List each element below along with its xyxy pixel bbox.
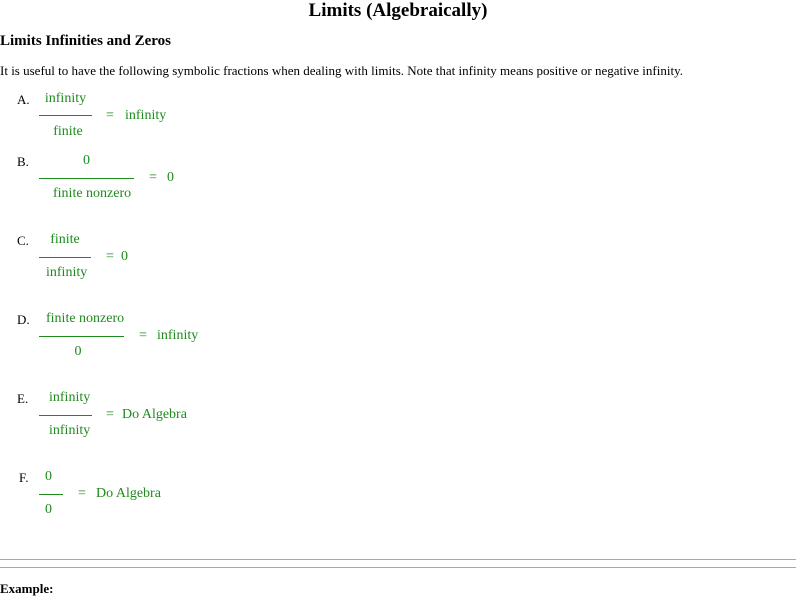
equals-sign: = xyxy=(139,328,147,343)
numerator: infinity xyxy=(44,91,87,106)
numerator: infinity xyxy=(49,390,91,405)
equals-sign: = xyxy=(106,407,114,422)
numerator: 0 xyxy=(45,469,52,484)
result: infinity xyxy=(157,328,199,343)
item-letter: A. xyxy=(17,92,30,107)
equals-sign: = xyxy=(149,170,157,185)
page-title: Limits (Algebraically) xyxy=(308,0,488,21)
horizontal-rule xyxy=(0,559,796,560)
fraction-bar xyxy=(39,415,92,416)
example-heading: Example: xyxy=(0,581,54,596)
item-letter: D. xyxy=(17,312,30,327)
fraction-bar xyxy=(39,115,92,116)
result: 0 xyxy=(167,170,174,185)
fraction-bar xyxy=(39,178,134,179)
fraction-bar xyxy=(39,494,63,495)
denominator: infinity xyxy=(46,265,88,280)
denominator: finite nonzero xyxy=(53,186,132,201)
result: 0 xyxy=(121,249,128,264)
item-letter: E. xyxy=(17,391,29,406)
result: Do Algebra xyxy=(122,407,187,422)
result: infinity xyxy=(125,108,167,123)
denominator: 0 xyxy=(74,344,82,359)
denominator: 0 xyxy=(45,502,52,517)
equals-sign: = xyxy=(106,249,114,264)
equals-sign: = xyxy=(78,486,86,501)
equals-sign: = xyxy=(106,108,114,123)
denominator: finite xyxy=(53,124,83,139)
denominator: infinity xyxy=(49,423,91,438)
item-letter: F. xyxy=(19,470,29,485)
numerator: 0 xyxy=(83,153,90,168)
item-letter: B. xyxy=(17,154,29,169)
intro-paragraph: It is useful to have the following symbolic fractions when dealing with limits. Note that infinity means positive or negative infinity. xyxy=(0,63,683,78)
horizontal-rule xyxy=(0,567,796,568)
fraction-bar xyxy=(39,257,91,258)
result: Do Algebra xyxy=(96,486,161,501)
numerator: finite nonzero xyxy=(46,311,125,326)
fraction-bar xyxy=(39,336,124,337)
section-heading: Limits Infinities and Zeros xyxy=(0,33,171,49)
item-letter: C. xyxy=(17,233,29,248)
numerator: finite xyxy=(50,232,80,247)
